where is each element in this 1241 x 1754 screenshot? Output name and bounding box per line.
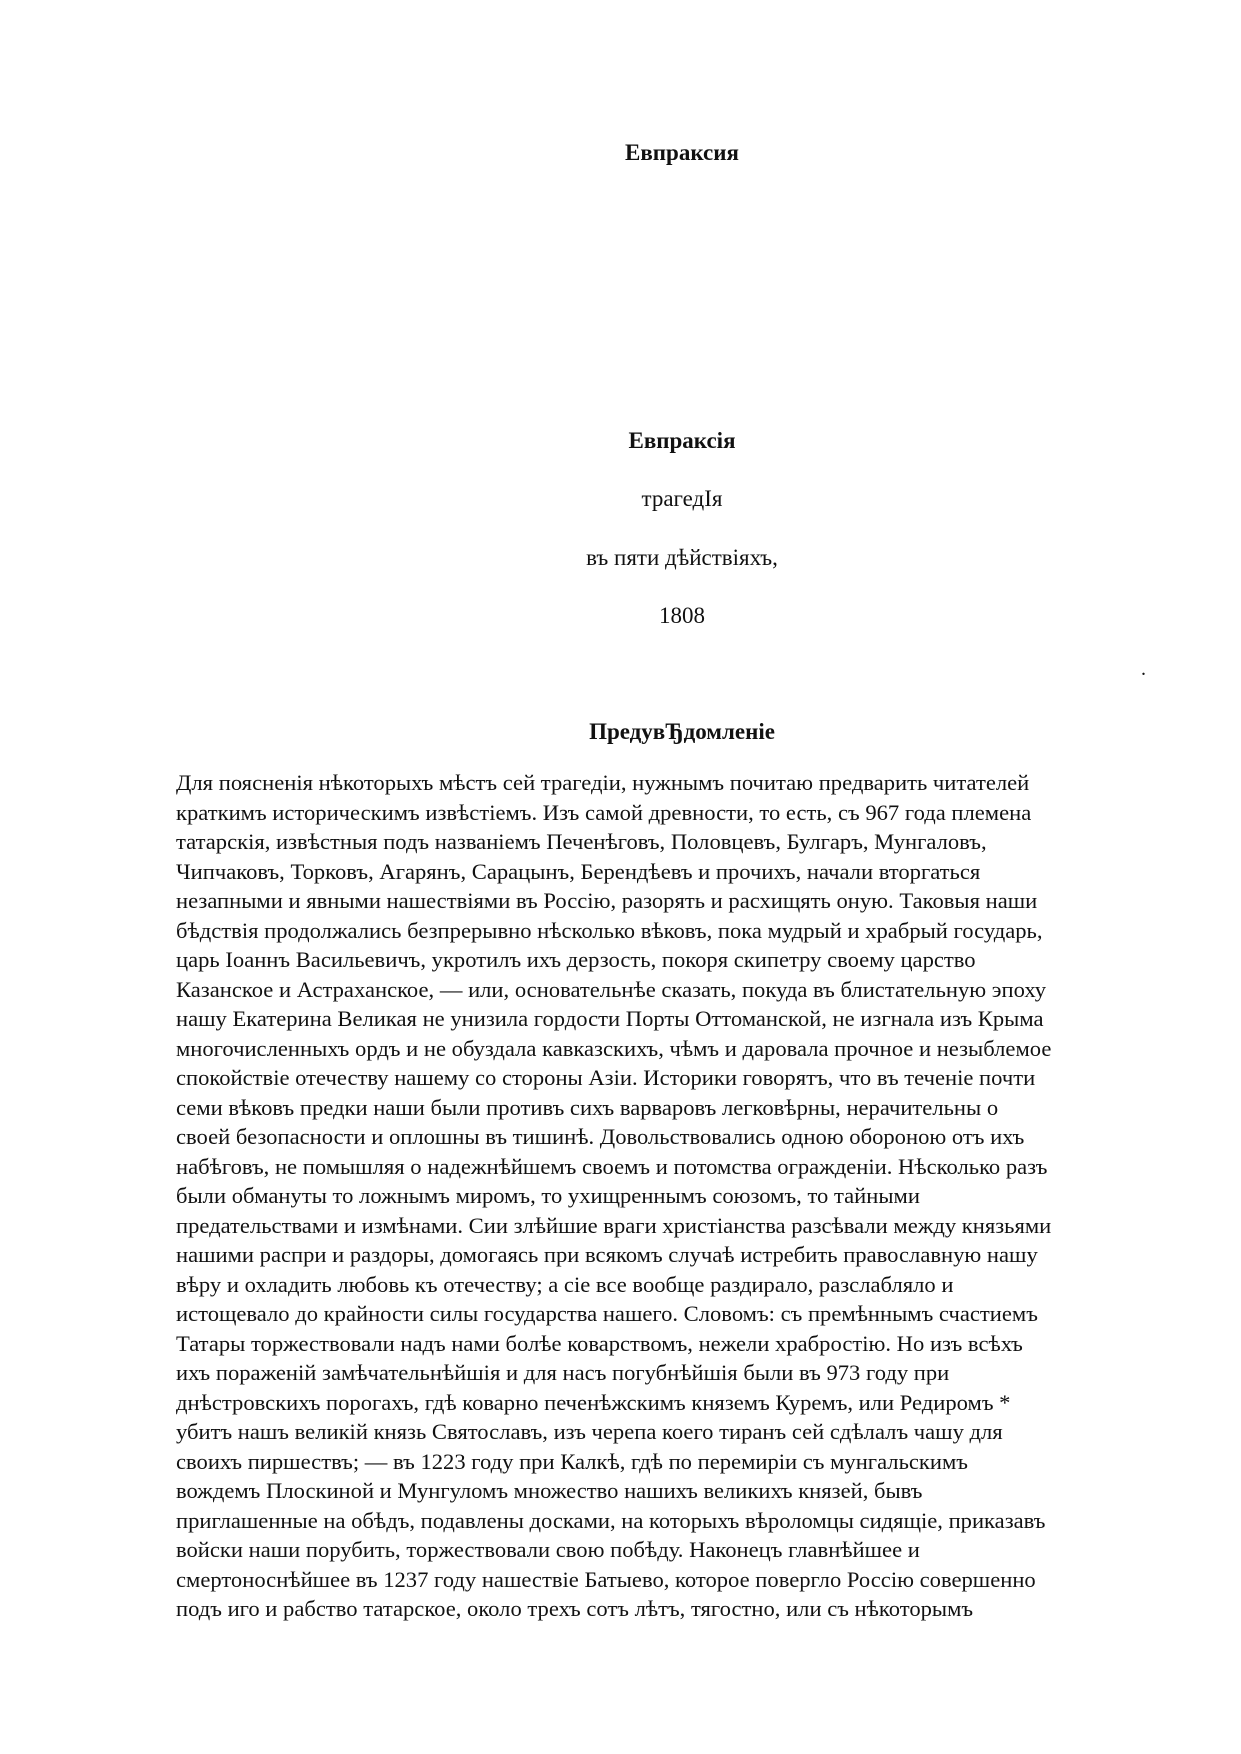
text-line: спокойствіе отечеству нашему со стороны Азіи. Историки говорятъ, что въ теченіе почти: [176, 1065, 1036, 1090]
text-line: Казанское и Астраханское, — или, основательнѣе сказать, покуда въ блистательную эпоху: [176, 976, 1047, 1002]
text-line: Татары торжествовали надъ нами болѣе коварствомъ, нежели храбростію. Но изъ всѣхъ: [176, 1330, 1023, 1356]
text-line: набѣговъ, не помышляя о надежнѣйшемъ своемъ и потомства огражденіи. Нѣсколько разъ: [176, 1153, 1048, 1179]
stray-mark: .: [1141, 658, 1146, 680]
text-line: незапными и явными нашествіями въ Россію, разорять и расхищять оную. Таковыя наши: [176, 888, 1038, 913]
text-line: были обмануты то ложнымъ миромъ, то ухищреннымъ союзомъ, то тайными: [176, 1183, 920, 1208]
year-line: 1808: [659, 603, 705, 628]
text-line: нашими распри и раздоры, домогаясь при всякомъ случаѣ истребить православную нашу: [176, 1242, 1038, 1267]
text-line: бѣдствія продолжались безпрерывно нѣсколько вѣковъ, пока мудрый и храбрый государь,: [176, 917, 1043, 943]
text-line: вождемъ Плоскиной и Мунгуломъ множество нашихъ великихъ князей, бывъ: [176, 1478, 923, 1503]
text-line: приглашенные на обѣдъ, подавлены досками, на которыхъ вѣроломцы сидящіе, приказавъ: [176, 1507, 1046, 1533]
notice-heading: ПредувЂдомленіе: [589, 719, 775, 744]
text-line: истощевало до крайности силы государства нашего. Словомъ: съ премѣннымъ счастиемъ: [176, 1301, 1038, 1326]
genre-line: трагедIя: [641, 486, 723, 511]
text-line: ихъ пораженій замѣчательнѣйшія и для насъ погубнѣйшія были въ 973 году при: [176, 1360, 950, 1385]
text-line: Чипчаковъ, Торковъ, Агарянъ, Сарацынъ, Берендѣевъ и прочихъ, начали вторгаться: [176, 858, 981, 884]
text-line: семи вѣковъ предки наши были противъ сихъ варваровъ легковѣрны, нерачительны о: [176, 1094, 999, 1120]
text-line: подъ иго и рабство татарское, около трехъ сотъ лѣтъ, тягостно, или съ нѣкоторымъ: [176, 1596, 974, 1621]
text-line: нашу Екатерина Великая не унизила гордости Порты Оттоманской, не изгнала изъ Крыма: [176, 1006, 1044, 1031]
text-line: убитъ нашъ великій князь Святославъ, изъ черепа коего тиранъ сей сдѣлалъ чашу для: [176, 1419, 1003, 1444]
text-line: краткимъ историческимъ извѣстіемъ. Изъ самой древности, то есть, съ 967 года племена: [176, 799, 1032, 825]
text-line: Для поясненія нѣкоторыхъ мѣстъ сей трагедіи, нужнымъ почитаю предварить читателей: [176, 770, 1030, 795]
notice-body: [176, 768, 1176, 1624]
play-title: Евпраксія: [628, 428, 736, 453]
text-line: татарскія, извѣстныя подъ названіемъ Печенѣговъ, Половцевъ, Булгаръ, Мунгаловъ,: [176, 829, 987, 854]
text-line: войски наши порубить, торжествовали свою побѣду. Наконецъ главнѣйшее и: [176, 1537, 920, 1562]
text-line: смертоноснѣйшее въ 1237 году нашествіе Батыево, которое повергло Россію совершенно: [176, 1566, 1036, 1592]
text-line: предательствами и измѣнами. Сии злѣйшие враги христіанства разсѣвали между князьями: [176, 1212, 1052, 1238]
text-line: своихъ пиршествъ; — въ 1223 году при Калкѣ, гдѣ по перемиріи съ мунгальскимъ: [176, 1448, 968, 1474]
text-line: днѣстровскихъ порогахъ, гдѣ коварно печенѣжскимъ княземъ Куремъ, или Редиромъ *: [176, 1389, 1011, 1415]
page-title: Евпраксия: [625, 140, 739, 165]
acts-line: въ пяти дѣйствіяхъ,: [586, 545, 778, 570]
text-line: многочисленныхъ ордъ и не обуздала кавказскихъ, чѣмъ и даровала прочное и незыблемое: [176, 1035, 1052, 1061]
text-line: своей безопасности и оплошны въ тишинѣ. Довольствовались одною обороною отъ ихъ: [176, 1124, 1025, 1149]
text-line: царь Іоаннъ Васильевичъ, укротилъ ихъ дерзость, покоря скипетру своему царство: [176, 947, 976, 972]
text-line: вѣру и охладить любовь къ отечеству; а сіе все вообще раздирало, разслабляло и: [176, 1271, 954, 1297]
